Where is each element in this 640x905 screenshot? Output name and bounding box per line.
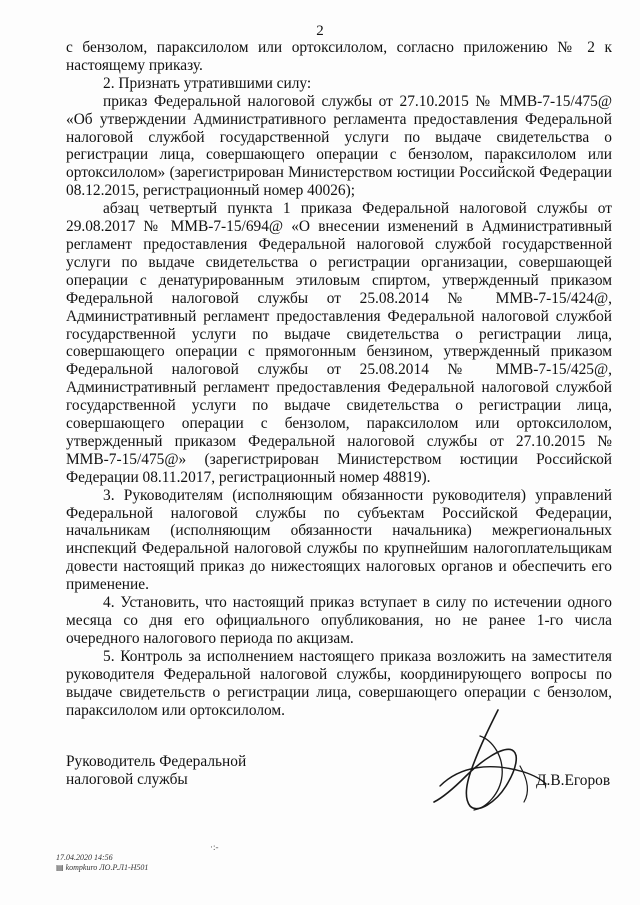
paragraph-item-4: 4. Установить, что настоящий приказ вступает в силу по истечении одного месяца со дня его официального опубликования, но не ранее 1-го числа очередного налогового периода по акцизам. (66, 594, 612, 647)
paragraph-item-5: 5. Контроль за исполнением настоящего приказа возложить на заместителя руководителя Федеральной налоговой службы, координирующего вопросы по выдаче свидетельств о регистрации лица, совершающего операции с бензолом, параксилолом или ортоксилолом. (66, 647, 612, 719)
paragraph-continuation: с бензолом, параксилолом или ортоксилолом, согласно приложению № 2 к настоящему приказу. (66, 39, 612, 74)
handwritten-signature (420, 706, 550, 816)
paragraph-item-2: 2. Признать утратившими силу: (103, 74, 312, 92)
signatory-name: Д.В.Егоров (536, 772, 611, 789)
document-icon: ▤ (56, 863, 64, 872)
signatory-title (66, 753, 246, 789)
signatory-title-line2: налоговой службы (66, 771, 188, 788)
footer-author-line (56, 863, 148, 873)
stray-mark: ·:- (210, 842, 219, 852)
document-body (66, 39, 612, 719)
paragraph-item-3: 3. Руководителям (исполняющим обязанности руководителя) управлений Федеральной налоговой службы по субъектам Российской Федерации, начальникам (исполняющим обязанности начальника) межрегиональных инспекций Федеральной налоговой службы по крупнейшим налогоплательщикам довести настоящий приказ до нижестоящих налоговых органов и обеспечить его применение. (66, 486, 612, 594)
paragraph-repealed-order-694: абзац четвертый пункта 1 приказа Федеральной налоговой службы от 29.08.2017 № ММВ-7-15/694@ «О внесении изменений в Административный регламент предоставления Федеральной налоговой службой государственной услуги по выдаче свидетельства о регистрации организации, совершающей операции с денатурированным этиловым спиртом, утвержденный приказом Федеральной налоговой службы от 25.08.2014 № ММВ-7-15/424@, Административный регламент предоставления Федеральной налоговой службой государственной услуги по выдаче свидетельства о регистрации лица, совершающего операции с прямогонным бензином, утвержденный приказом Федеральной налоговой службы от 25.08.2014 № ММВ-7-15/425@, Административный регламент предоставления Федеральной налоговой службой государственной услуги по выдаче свидетельства о регистрации лица, совершающего операции с бензолом, параксилолом или ортоксилолом, утвержденный приказом Федеральной налоговой службы от 27.10.2015 № ММВ-7-15/475@» (зарегистрирован Министерством юстиции Российской Федерации 08.11.2017, регистрационный номер 48819). (66, 200, 612, 486)
paragraph-repealed-order-475: приказ Федеральной налоговой службы от 27.10.2015 № ММВ-7-15/475@ «Об утверждении Административного регламента предоставления Федеральной налоговой службой государственной услуги по выдаче свидетельства о регистрации лица, совершающего операции с бензолом, параксилолом или ортоксилолом» (зарегистрирован Министерством юстиции Российской Федерации 08.12.2015, регистрационный номер 40026); (66, 92, 612, 200)
signatory-title-line1: Руководитель Федеральной (66, 753, 247, 770)
page-number: 2 (316, 23, 324, 39)
document-footer (56, 853, 148, 873)
footer-author: kompkuro ЛО.Р.Л1-Н501 (65, 863, 149, 872)
footer-timestamp: 17.04.2020 14:56 (56, 853, 113, 862)
